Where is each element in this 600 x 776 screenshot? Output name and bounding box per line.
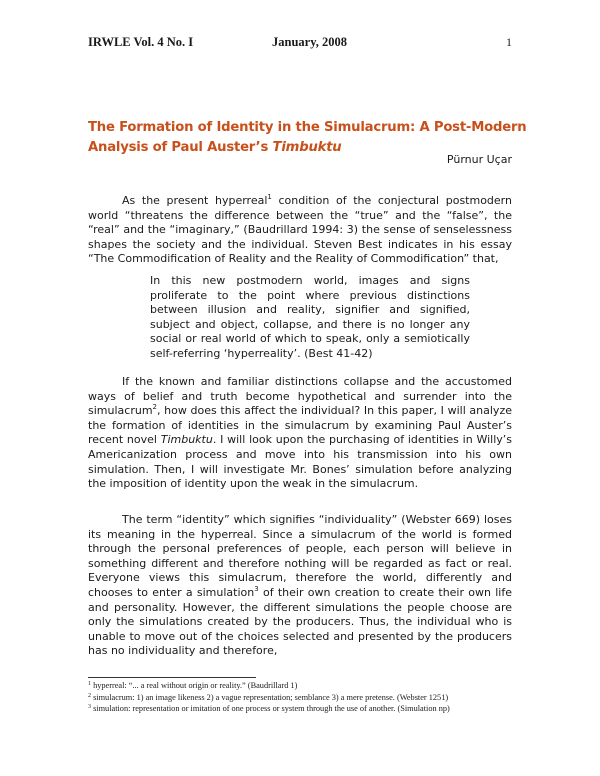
footnote-1-number: 1 (88, 681, 91, 687)
issue-date: January, 2008 (272, 35, 348, 49)
footnote-ref-2: 2 (152, 403, 157, 412)
block-quote-citation: (Best 41-42) (300, 346, 373, 360)
footnote-divider (88, 677, 256, 678)
paragraph-1-text-b: condition of the conjectural postmodern world “threatens the difference between the “true” and the “false”, the “real” and the “imaginary,” (Baudrillard 1994: 3) the sense of senselessness shapes the society and the individual. Steven Best indicates in his essay “The Commodification of Reality and the Reality of Commodification” that, (88, 194, 512, 266)
footnote-ref-1: 1 (267, 193, 272, 201)
footnote-ref-3: 3 (254, 584, 259, 593)
block-quote (150, 274, 470, 362)
footnote-2-text: simulacrum: 1) an image likeness 2) a vague representation; semblance 3) a mere pretense. (Webster 1251) (91, 692, 449, 702)
article-title-text: The Formation of Identity in the Simulacrum: A Post-Modern Analysis of Paul Auster’s (88, 120, 527, 155)
running-header (88, 35, 512, 51)
author-name: Pürnur Uçar (446, 153, 512, 166)
footnote-3-number: 3 (88, 704, 91, 710)
paragraph-2 (88, 375, 512, 492)
paragraph-1 (88, 194, 512, 267)
footnote-3-text: simulation: representation or imitation of one process or system through the use of another. (Simulation np) (91, 704, 450, 713)
footnote-3 (88, 703, 518, 715)
paragraph-3 (88, 513, 512, 659)
journal-info: IRWLE Vol. 4 No. I (88, 35, 194, 49)
paragraph-2-text-a: If the known and familiar distinctions collapse and the accustomed ways of belief and truth become hypothetical and surrender into the simulacrum (88, 375, 512, 418)
footnote-1-text: hyperreal: “... a real without origin or reality.” (Baudrillard 1) (91, 681, 298, 690)
paragraph-3-text-b: of their own creation to create their own life and personality. However, the different simulations the people choose are only the simulations created by the producers. Thus, the individual who is unable to move out of the choices selected and presented by the producers has no individuality and therefore, (88, 585, 512, 658)
article-title-italic: Timbuktu (272, 140, 342, 155)
novel-title-italic: Timbuktu (160, 433, 213, 447)
paragraph-2-text-c: . I will look upon the purchasing of identities in Willy’s Americanization process and move into his transmission into his own simulation. Then, I will investigate Mr. Bones’ simulation before analyzing the imposition of identity upon the weak in the simulacrum. (88, 433, 512, 491)
footnotes (88, 680, 518, 715)
paragraph-3-text-a: The term “identity” which signifies “individuality” (Webster 669) loses its meaning in the hyperreal. Since a simulacrum of the world is formed through the personal preferences of people, each person will believe in something different and therefore nothing will be regarded as fact or real. Everyone views this simulacrum, therefore the world, differently and chooses to enter a simulation (88, 513, 512, 599)
page-number: 1 (506, 35, 512, 49)
footnote-2 (88, 692, 518, 704)
paragraph-1-text-a: As the present hyperreal (122, 194, 268, 207)
footnote-2-number: 2 (88, 692, 91, 699)
paragraph-2-text-b: , how does this affect the individual? In this paper, I will analyze the formation of identities in the simulacrum by examining Paul Auster’s recent novel (88, 404, 512, 447)
article-title (88, 118, 528, 158)
footnote-1 (88, 680, 518, 692)
block-quote-text: In this new postmodern world, images and signs proliferate to the point where previous distinctions between illusion and reality, signifier and signified, subject and object, collapse, and there is no longer any social or real world of which to speak, only a semiotically self-referring ‘hyperreality’. (150, 274, 470, 360)
